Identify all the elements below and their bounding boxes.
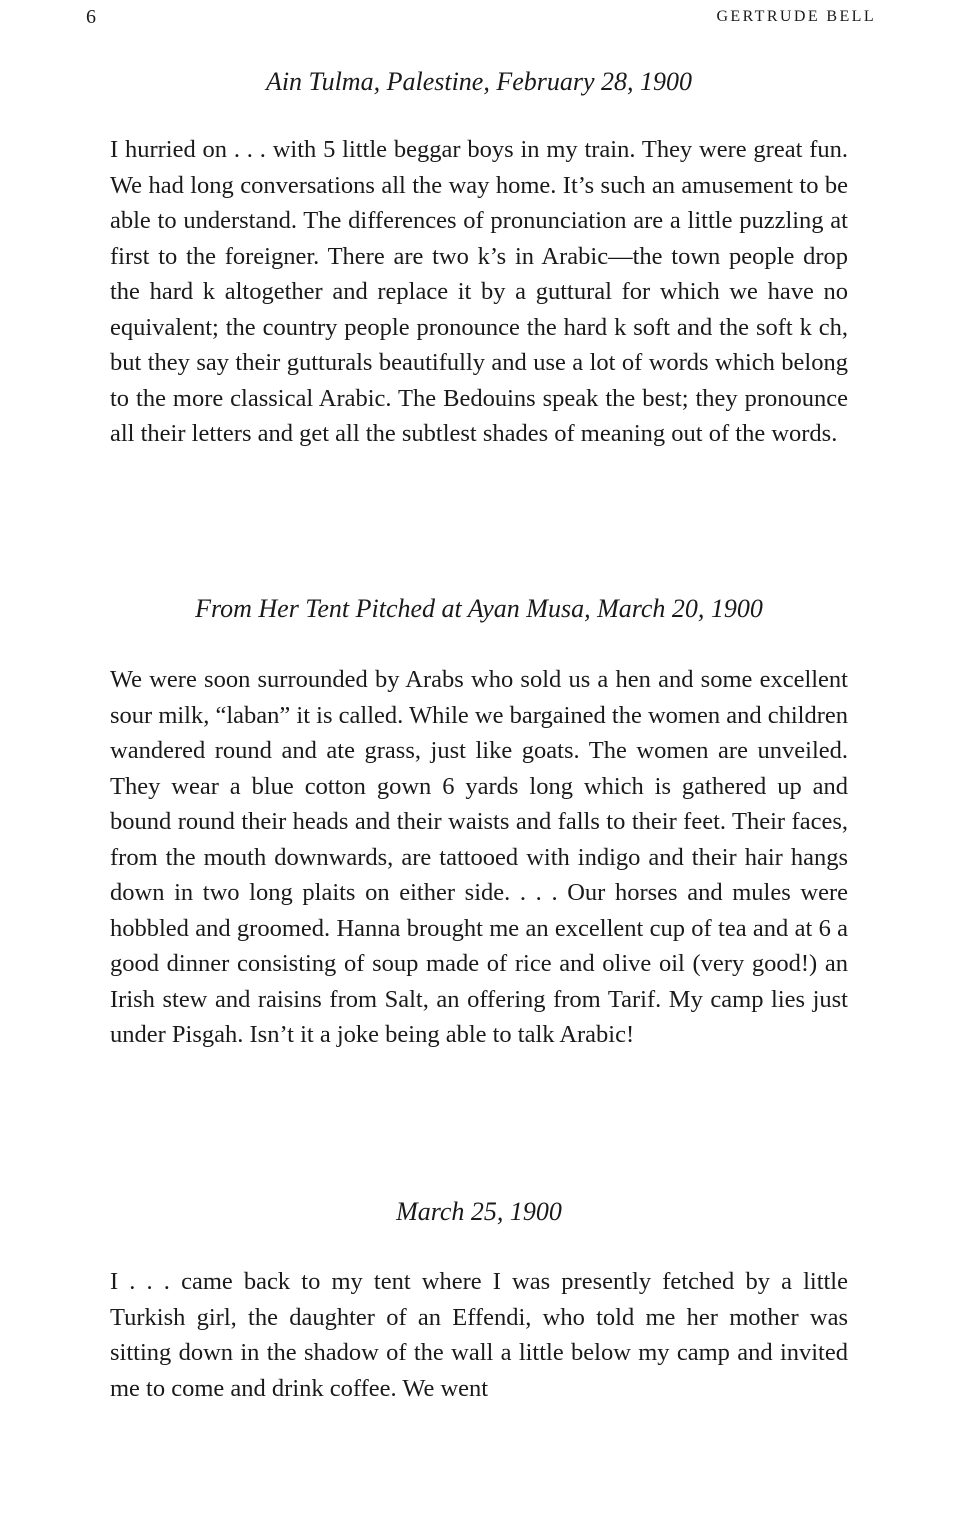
page-number: 6 <box>86 6 97 28</box>
running-head: GERTRUDE BELL <box>716 8 876 25</box>
entry-body-ayan-musa: We were soon surrounded by Arabs who sold us a hen and some excellent sour milk, “laban” it is called. While we bargained the women and children wandered round and ate grass, just like goats. The women are unveiled. They wear a blue cotton gown 6 yards long which is gathered up and bound round their heads and their waists and falls to their feet. Their faces, from the mouth downwards, are tattooed with indigo and their hair hangs down in two long plaits on either side. . . . Our horses and mules were hobbled and groomed. Hanna brought me an excellent cup of tea and at 6 a good dinner consisting of soup made of rice and olive oil (very good!) an Irish stew and raisins from Salt, an offering from Tarif. My camp lies just under Pisgah. Isn’t it a joke being able to talk Arabic! <box>110 666 848 1048</box>
entry-body-march-25: I . . . came back to my tent where I was presently fetched by a little Turkish girl, the daughter of an Effendi, who told me her mother was sitting down in the shadow of the wall a little below my camp and invited me to come and drink coffee. We went <box>110 1268 848 1402</box>
entry-heading-ayan-musa: From Her Tent Pitched at Ayan Musa, March 20, 1900 <box>195 594 763 623</box>
entry-heading-march-25: March 25, 1900 <box>396 1197 562 1226</box>
entry-body-ain-tulma: I hurried on . . . with 5 little beggar boys in my train. They were great fun. We had long conversations all the way home. It’s such an amusement to be able to understand. The differences of pronunciation are a little puzzling at first to the foreigner. There are two k’s in Arabic—the town people drop the hard k altogether and replace it by a guttural for which we have no equivalent; the country people pronounce the hard k soft and the soft k ch, but they say their gutturals beautifully and use a lot of words which belong to the more classical Arabic. The Bedouins speak the best; they pronounce all their letters and get all the subtlest shades of meaning out of the words. <box>110 136 848 447</box>
entry-heading-ain-tulma: Ain Tulma, Palestine, February 28, 1900 <box>265 67 693 96</box>
